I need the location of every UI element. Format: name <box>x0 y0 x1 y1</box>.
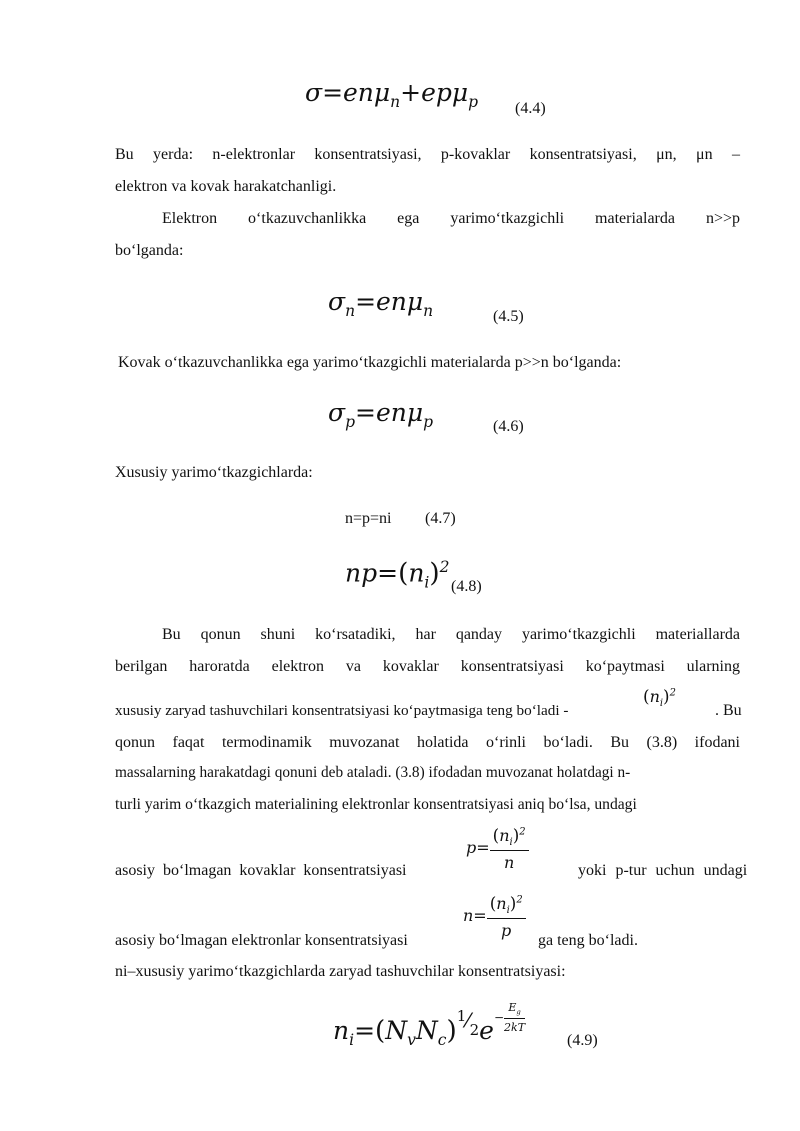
paragraph-line: bo‘lganda: <box>115 242 184 259</box>
paragraph-line: yoki p-tur uchun undagi <box>578 862 748 879</box>
paragraph-line: turli yarim o‘tkazgich materialining elektronlar konsentratsiyasi aniq bo‘lsa, undagi <box>115 796 637 813</box>
equation-4-4: σ=enμ$_n$+epμ$_p$ <box>305 78 479 111</box>
paragraph-line: . Bu <box>715 702 742 719</box>
paragraph-line: Xususiy yarimo‘tkazgichlarda: <box>115 464 313 481</box>
paragraph-line: berilgan haroratda elektron va kovaklar konsentratsiyasi ko‘paytmasi ularning <box>115 658 740 675</box>
paragraph-line: Kovak o‘tkazuvchanlikka ega yarimo‘tkazgichli materialarda p>>n bo‘lganda: <box>118 354 622 371</box>
paragraph-line: asosiy bo‘lmagan elektronlar konsentratsiyasi <box>115 932 408 949</box>
paragraph-line: Elektron o‘tkazuvchanlikka ega yarimo‘tkazgichli materialarda n>>p <box>162 210 740 227</box>
equation-4-6: $\sigma_p=en\mu_p$ <box>328 398 434 431</box>
paragraph-line: xususiy zaryad tashuvchilari konsentratsiyasi ko‘paytmasiga teng bo‘ladi - <box>115 702 569 719</box>
paragraph-line: Bu yerda: n-elektronlar konsentratsiyasi, p-kovaklar konsentratsiyasi, μn, μn – <box>115 146 740 163</box>
equation-number: (4.4) <box>515 100 546 117</box>
paragraph-line: elektron va kovak harakatchanligi. <box>115 178 337 195</box>
equation-number: (4.6) <box>493 418 524 435</box>
equation-4-7: n=p=ni <box>345 510 392 527</box>
inline-ni-squared: $(n_i)^2$ <box>643 686 676 710</box>
paragraph-line: massalarning harakatdagi qonuni deb ataladi. (3.8) ifodadan muvozanat holatdagi n- <box>115 764 631 781</box>
paragraph-line: Bu qonun shuni ko‘rsatadiki, har qanday yarimo‘tkazgichli materiallarda <box>162 626 740 643</box>
paragraph-line: ni–xususiy yarimo‘tkazgichlarda zaryad tashuvchilar konsentratsiyasi: <box>115 963 566 980</box>
equation-number: (4.9) <box>567 1032 598 1049</box>
equation-number: (4.7) <box>425 510 456 527</box>
paragraph-line: ga teng bo‘ladi. <box>538 932 638 949</box>
equation-4-9: $n_i=(N_vN_c)1⁄_2e-$ $\frac{E_g}{2kT}$ <box>333 1000 526 1049</box>
equation-number: (4.5) <box>493 308 524 325</box>
equation-number: (4.8) <box>451 578 482 595</box>
paragraph-line: qonun faqat termodinamik muvozanat holatida o‘rinli bo‘ladi. Bu (3.8) ifodani <box>115 734 740 751</box>
equation-4-5: $\sigma_n=en\mu_n$ <box>328 287 434 320</box>
equation-n-fraction: n= $\frac{(n_i)^2}{p}$ <box>463 893 526 940</box>
equation-p-fraction: p= $\frac{(n_i)^2}{n}$ <box>466 825 529 872</box>
paragraph-line: asosiy bo‘lmagan kovaklar konsentratsiyasi <box>115 862 407 879</box>
equation-4-8: $np=(n_i)^2$ <box>345 558 450 592</box>
